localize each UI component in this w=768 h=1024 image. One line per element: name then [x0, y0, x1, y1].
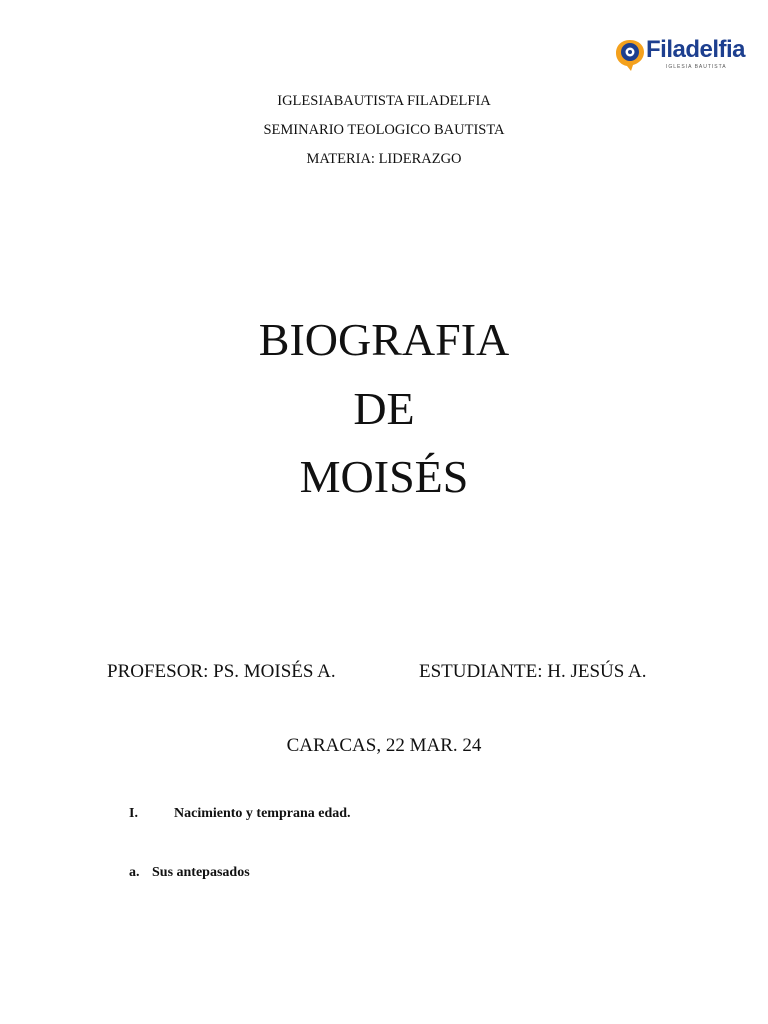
church-name: IGLESIABAUTISTA FILADELFIA [277, 93, 491, 109]
title-line-3: MOISÉS [299, 451, 469, 502]
seminary-name: SEMINARIO TEOLOGICO BAUTISTA [263, 122, 505, 138]
subject-line: MATERIA: LIDERAZGO [306, 151, 462, 167]
section-number: I. [129, 806, 138, 821]
title-line-1: BIOGRAFIA [258, 314, 510, 365]
subsection-title: Sus antepasados [152, 865, 250, 880]
logo-name: Filadelfia [646, 36, 746, 63]
title-line-2: DE [353, 383, 415, 434]
logo-subtitle: IGLESIA BAUTISTA [666, 64, 727, 70]
section-title: Nacimiento y temprana edad. [174, 806, 351, 821]
subsection-letter: a. [129, 865, 140, 880]
church-logo-icon [614, 38, 646, 72]
place-date: CARACAS, 22 MAR. 24 [286, 735, 482, 756]
student-line: ESTUDIANTE: H. JESÚS A. [419, 661, 647, 682]
professor-line: PROFESOR: PS. MOISÉS A. [107, 661, 336, 682]
filadelfia-logo [614, 36, 749, 76]
